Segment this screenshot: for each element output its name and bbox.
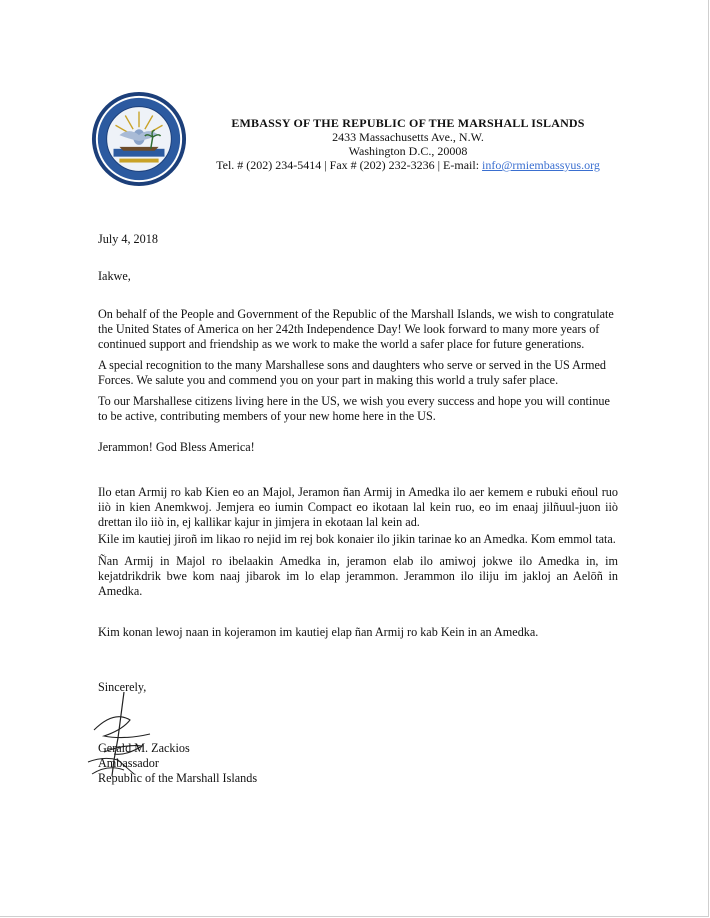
marshallese-paragraph-2: Kile im kautiej jiroñ im likao ro nejid im rej bok konaier ilo jikin tarinae ko an Amedka. Kom emmol tata. — [98, 532, 616, 546]
marshallese-paragraph-4: Kim konan lewoj naan in kojeramon im kautiej elap ñan Armij ro kab Kein in an Amedka. — [98, 625, 539, 639]
marshall-islands-seal-icon — [90, 90, 188, 188]
contact-line — [198, 158, 618, 172]
address-line-1: 2433 Massachusetts Ave., N.W. — [332, 130, 484, 144]
paragraph-3: To our Marshallese citizens living here in the US, we wish you every success and hope you will continue to be active, contributing members of your new home here in the US. — [98, 394, 610, 423]
email-link[interactable]: info@rmiembassyus.org — [482, 158, 600, 172]
letter-date: July 4, 2018 — [98, 232, 158, 246]
address-line-2: Washington D.C., 20008 — [348, 144, 468, 158]
embassy-name: EMBASSY OF THE REPUBLIC OF THE MARSHALL ISLANDS — [231, 116, 585, 130]
paragraph-4: Jerammon! God Bless America! — [98, 440, 255, 454]
marshallese-paragraph-3: Ñan Armij in Majol ro ibelaakin Amedka in, jeramon elab ilo amiwoj jokwe ilo Amedka in, im kejatdrikdrik bwe kom naaj jibarok im lo elap jerammon. Jerammon ilo iliju im jakloj an Aelōñ in Amedka. — [98, 554, 618, 598]
valediction: Sincerely, — [98, 680, 147, 694]
signatory-title: Ambassador — [98, 756, 159, 770]
marshallese-paragraph-1: Ilo etan Armij ro kab Kien eo an Majol, Jeramon ñan Armij in Amedka ilo aer kemem e rubuki eñoul ruo iiò in kien Anemkwoj. Jemjera eo iumin Compact eo ikotaan lal kein ruo, eo im enaaj jilñuul-juon iiò drettan ilo iiò in, ej kallikar kajur in jimjera in ekotaan lal kein ad. — [98, 485, 618, 529]
letterhead — [198, 116, 618, 172]
signatory-block — [98, 741, 257, 786]
letter-greeting: Iakwe, — [98, 269, 131, 283]
signatory-organization: Republic of the Marshall Islands — [98, 771, 258, 785]
paragraph-1: On behalf of the People and Government of the Republic of the Marshall Islands, we wish to congratulate the United States of America on her 242th Independence Day! We look forward to many more years of continued support and friendship as we work to make the world a safer place for future generations. — [98, 307, 614, 351]
contact-numbers: Tel. # (202) 234-5414 | Fax # (202) 232-3236 | E-mail: — [216, 158, 483, 172]
paragraph-2: A special recognition to the many Marshallese sons and daughters who serve or served in the US Armed Forces. We salute you and commend you on your part in making this world a truly safer place. — [98, 358, 607, 387]
signatory-name: Gerald M. Zackios — [98, 741, 190, 755]
